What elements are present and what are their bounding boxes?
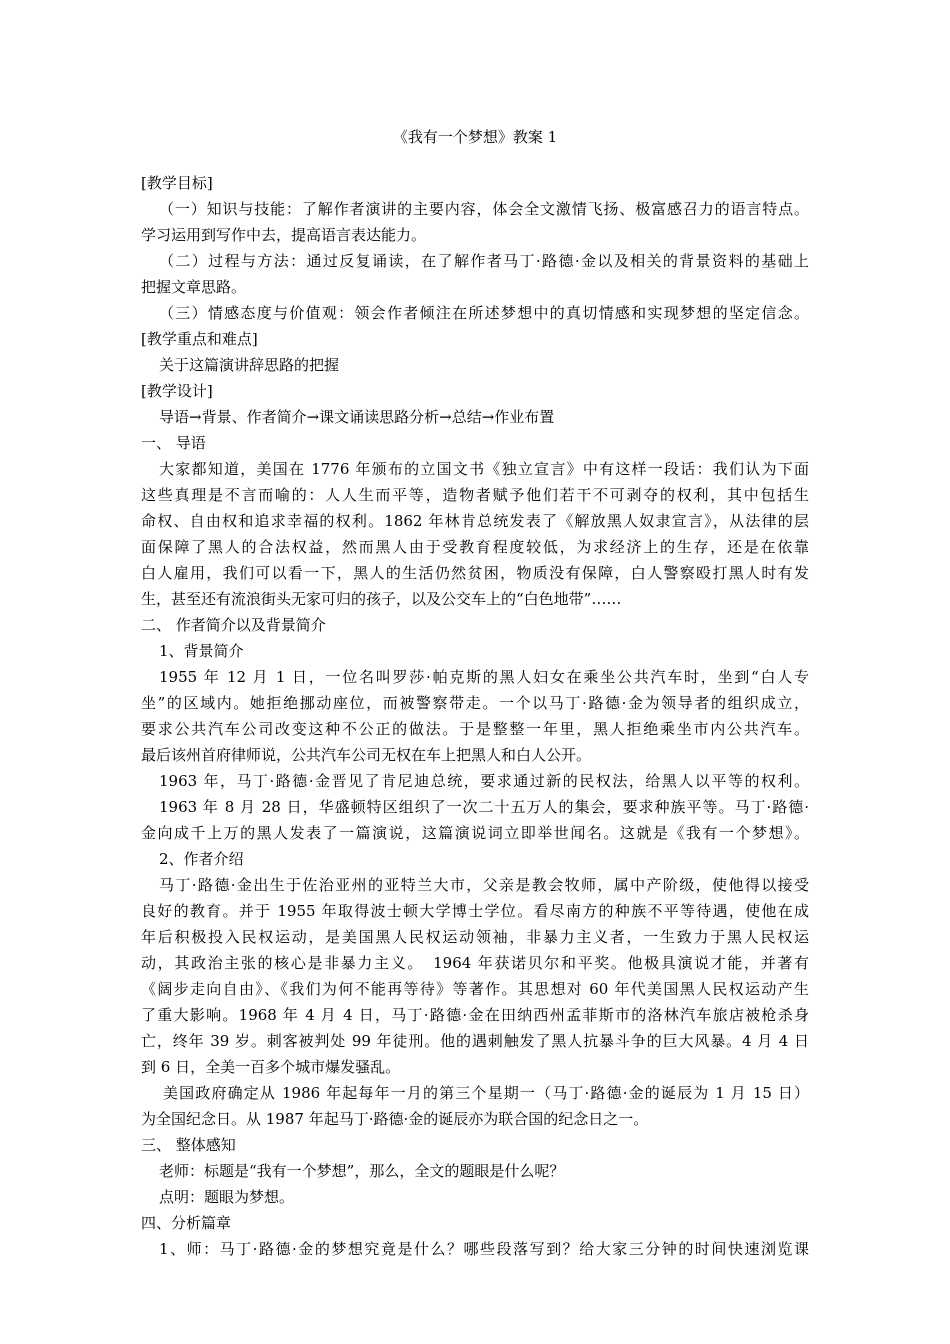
paragraph-line: 导语→背景、作者简介→课文诵读思路分析→总结→作业布置 xyxy=(159,408,555,426)
document-title: 《我有一个梦想》教案 1 xyxy=(392,128,558,146)
paragraph-line: （三）情感态度与价值观：领会作者倾注在所述梦想中的真切情感和实现梦想的坚定信念。 xyxy=(159,304,809,322)
paragraph-line: 关于这篇演讲辞思路的把握 xyxy=(159,356,340,374)
paragraph-line: 1963 年，马丁·路德·金晋见了肯尼迪总统，要求通过新的民权法，给黑人以平等的权利。 xyxy=(159,772,809,790)
paragraph-line: 白人雇用，我们可以看一下，黑人的生活仍然贫困，物质没有保障，白人警察殴打黑人时有发 xyxy=(141,564,809,582)
subsection-heading: 1、背景简介 xyxy=(159,642,244,660)
section-heading: [教学设计] xyxy=(141,382,213,400)
section-heading: 二、 作者简介以及背景简介 xyxy=(141,616,326,634)
paragraph-line: 大家都知道，美国在 1776 年颁布的立国文书《独立宣言》中有这样一段话：我们认为下面 xyxy=(159,460,809,478)
paragraph-line: （二）过程与方法：通过反复诵读，在了解作者马丁·路德·金以及相关的背景资料的基础上 xyxy=(159,252,809,270)
paragraph-line: 坐”的区域内。她拒绝挪动座位，而被警察带走。一个以马丁·路德·金为领导者的组织成立， xyxy=(141,694,809,712)
paragraph-line: 到 6 日，全美一百多个城市爆发骚乱。 xyxy=(141,1058,401,1076)
paragraph-line: 命权、自由权和追求幸福的权利。1862 年林肯总统发表了《解放黑人奴隶宣言》，从法律的层 xyxy=(141,512,809,530)
paragraph-line: 良好的教育。并于 1955 年取得波士顿大学博士学位。看尽南方的种族不平等待遇，使他在成 xyxy=(141,902,809,920)
section-heading: 四、分析篇章 xyxy=(141,1214,232,1232)
paragraph-line: 为全国纪念日。从 1987 年起马丁·路德·金的诞辰亦为联合国的纪念日之一。 xyxy=(141,1110,649,1128)
subsection-heading: 2、作者介绍 xyxy=(159,850,244,868)
section-heading: 三、 整体感知 xyxy=(141,1136,236,1154)
paragraph-line: 这些真理是不言而喻的：人人生而平等，造物者赋予他们若干不可剥夺的权利，其中包括生 xyxy=(141,486,809,504)
section-heading: [教学目标] xyxy=(141,174,213,192)
paragraph-line: 1、师：马丁·路德·金的梦想究竟是什么？哪些段落写到？给大家三分钟的时间快速浏览课 xyxy=(159,1240,809,1258)
section-heading: 一、 导语 xyxy=(141,434,206,452)
paragraph-line: 亡，终年 39 岁。刺客被判处 99 年徒刑。他的遇刺触发了黑人抗暴斗争的巨大风暴。4 月 4 日 xyxy=(141,1032,809,1050)
paragraph-line: 马丁·路德·金出生于佐治亚州的亚特兰大市，父亲是教会牧师，属中产阶级，使他得以接受 xyxy=(159,876,809,894)
paragraph-line: 金向成千上万的黑人发表了一篇演说，这篇演说词立即举世闻名。这就是《我有一个梦想》。 xyxy=(141,824,809,842)
paragraph-line: 年后积极投入民权运动，是美国黑人民权运动领袖，非暴力主义者，一生致力于黑人民权运 xyxy=(141,928,809,946)
paragraph-line: 动，其政治主张的核心是非暴力主义。 1964 年获诺贝尔和平奖。他极具演说才能，并著有 xyxy=(141,954,809,972)
paragraph-line: 生，甚至还有流浪街头无家可归的孩子，以及公交车上的“白色地带”…… xyxy=(141,590,622,608)
paragraph-line: 老师：标题是“我有一个梦想”，那么，全文的题眼是什么呢？ xyxy=(159,1162,565,1180)
paragraph-line: 1963 年 8 月 28 日，华盛顿特区组织了一次二十五万人的集会，要求种族平等。马丁·路德· xyxy=(159,798,809,816)
paragraph-line: 了重大影响。1968 年 4 月 4 日，马丁·路德·金在田纳西州孟菲斯市的洛林汽车旅店被枪杀身 xyxy=(141,1006,809,1024)
section-heading: [教学重点和难点] xyxy=(141,330,258,348)
paragraph-line: 面保障了黑人的合法权益，然而黑人由于受教育程度较低，为求经济上的生存，还是在依靠 xyxy=(141,538,809,556)
paragraph-line: 把握文章思路。 xyxy=(141,278,247,296)
paragraph-line: 最后该州首府律师说，公共汽车公司无权在车上把黑人和白人公开。 xyxy=(141,746,592,764)
paragraph-line: 学习运用到写作中去，提高语言表达能力。 xyxy=(141,226,427,244)
paragraph-line: 1955 年 12 月 1 日，一位名叫罗莎·帕克斯的黑人妇女在乘坐公共汽车时，坐到“白人专 xyxy=(159,668,809,686)
paragraph-line: 要求公共汽车公司改变这种不公正的做法。于是整整一年里，黑人拒绝乘坐市内公共汽车。 xyxy=(141,720,809,738)
paragraph-line: 美国政府确定从 1986 年起每年一月的第三个星期一（马丁·路德·金的诞辰为 1 月 15 日） xyxy=(163,1084,809,1102)
paragraph-line: 《阔步走向自由》、《我们为何不能再等待》等著作。其思想对 60 年代美国黑人民权运动产生 xyxy=(141,980,809,998)
paragraph-line: 点明：题眼为梦想。 xyxy=(159,1188,295,1206)
paragraph-line: （一）知识与技能：了解作者演讲的主要内容，体会全文激情飞扬、极富感召力的语言特点。 xyxy=(159,200,809,218)
document-body xyxy=(141,170,809,1262)
